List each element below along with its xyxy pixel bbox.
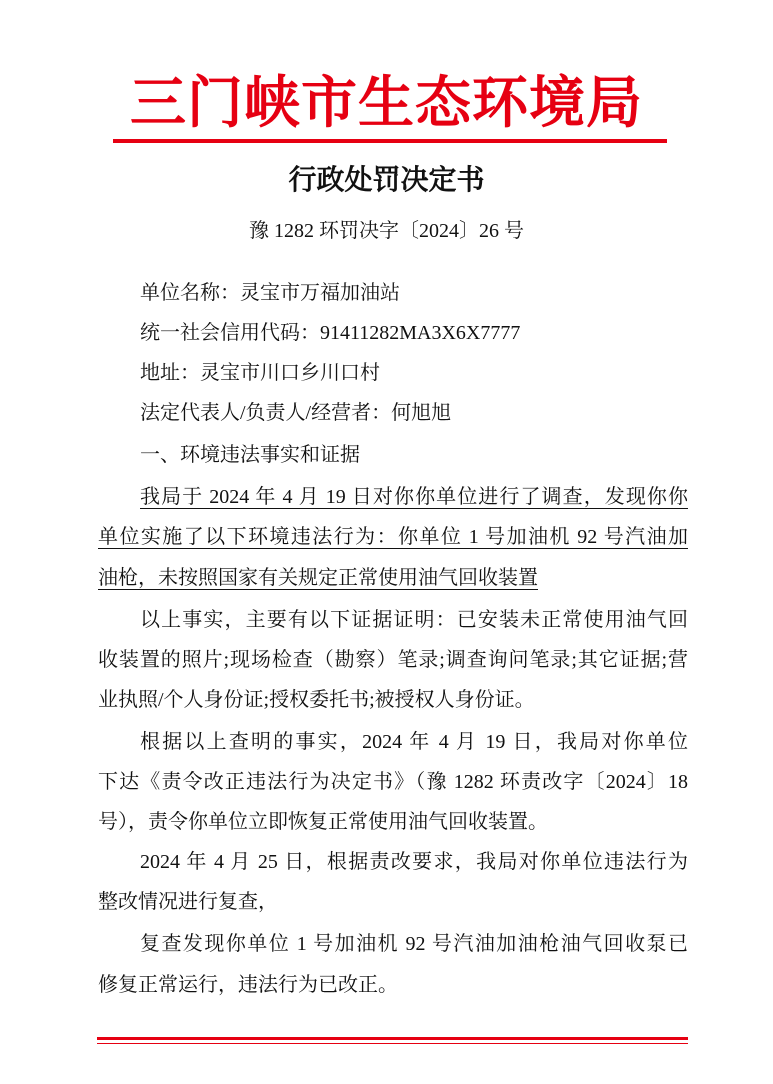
facts-line: 单位实施了以下环境违法行为：你单位 1 号加油机 92 号汽油加 bbox=[98, 526, 688, 548]
result-line: 复查发现你单位 1 号加油机 92 号汽油加油枪油气回收泵已 bbox=[140, 933, 688, 955]
unit-name: 单位名称：灵宝市万福加油站 bbox=[140, 282, 400, 304]
address: 地址：灵宝市川口乡川口村 bbox=[140, 362, 380, 384]
order-line: 根据以上查明的事实，2024 年 4 月 19 日，我局对你单位 bbox=[140, 731, 688, 753]
credit-code: 统一社会信用代码：91411282MA3X6X7777 bbox=[140, 322, 521, 344]
order-line: 号），责令你单位立即恢复正常使用油气回收装置。 bbox=[98, 811, 548, 833]
evidence-line: 以上事实，主要有以下证据证明：已安装未正常使用油气回 bbox=[140, 609, 688, 631]
footer-red-rule-thin bbox=[97, 1043, 688, 1044]
document-number: 豫 1282 环罚决字〔2024〕26 号 bbox=[249, 220, 524, 242]
agency-letterhead: 三门峡市生态环境局 bbox=[130, 73, 643, 135]
document-title: 行政处罚决定书 bbox=[288, 165, 485, 196]
letterhead-red-rule bbox=[113, 139, 667, 143]
recheck-line: 2024 年 4 月 25 日，根据责改要求，我局对你单位违法行为 bbox=[140, 851, 688, 873]
footer-red-rule bbox=[97, 1037, 688, 1040]
result-line: 修复正常运行，违法行为已改正。 bbox=[98, 974, 398, 996]
order-line: 下达《责令改正违法行为决定书》（豫 1282 环责改字〔2024〕18 bbox=[98, 771, 688, 793]
facts-line: 油枪，未按照国家有关规定正常使用油气回收装置 bbox=[98, 567, 538, 589]
evidence-line: 业执照/个人身份证;授权委托书;被授权人身份证。 bbox=[98, 689, 535, 711]
recheck-line: 整改情况进行复查， bbox=[98, 891, 278, 913]
section-heading: 一、环境违法事实和证据 bbox=[140, 444, 360, 466]
evidence-line: 收装置的照片;现场检查（勘察）笔录;调查询问笔录;其它证据;营 bbox=[98, 649, 688, 671]
facts-line: 我局于 2024 年 4 月 19 日对你你单位进行了调查，发现你你 bbox=[140, 486, 688, 508]
legal-representative: 法定代表人/负责人/经营者：何旭旭 bbox=[140, 402, 452, 424]
